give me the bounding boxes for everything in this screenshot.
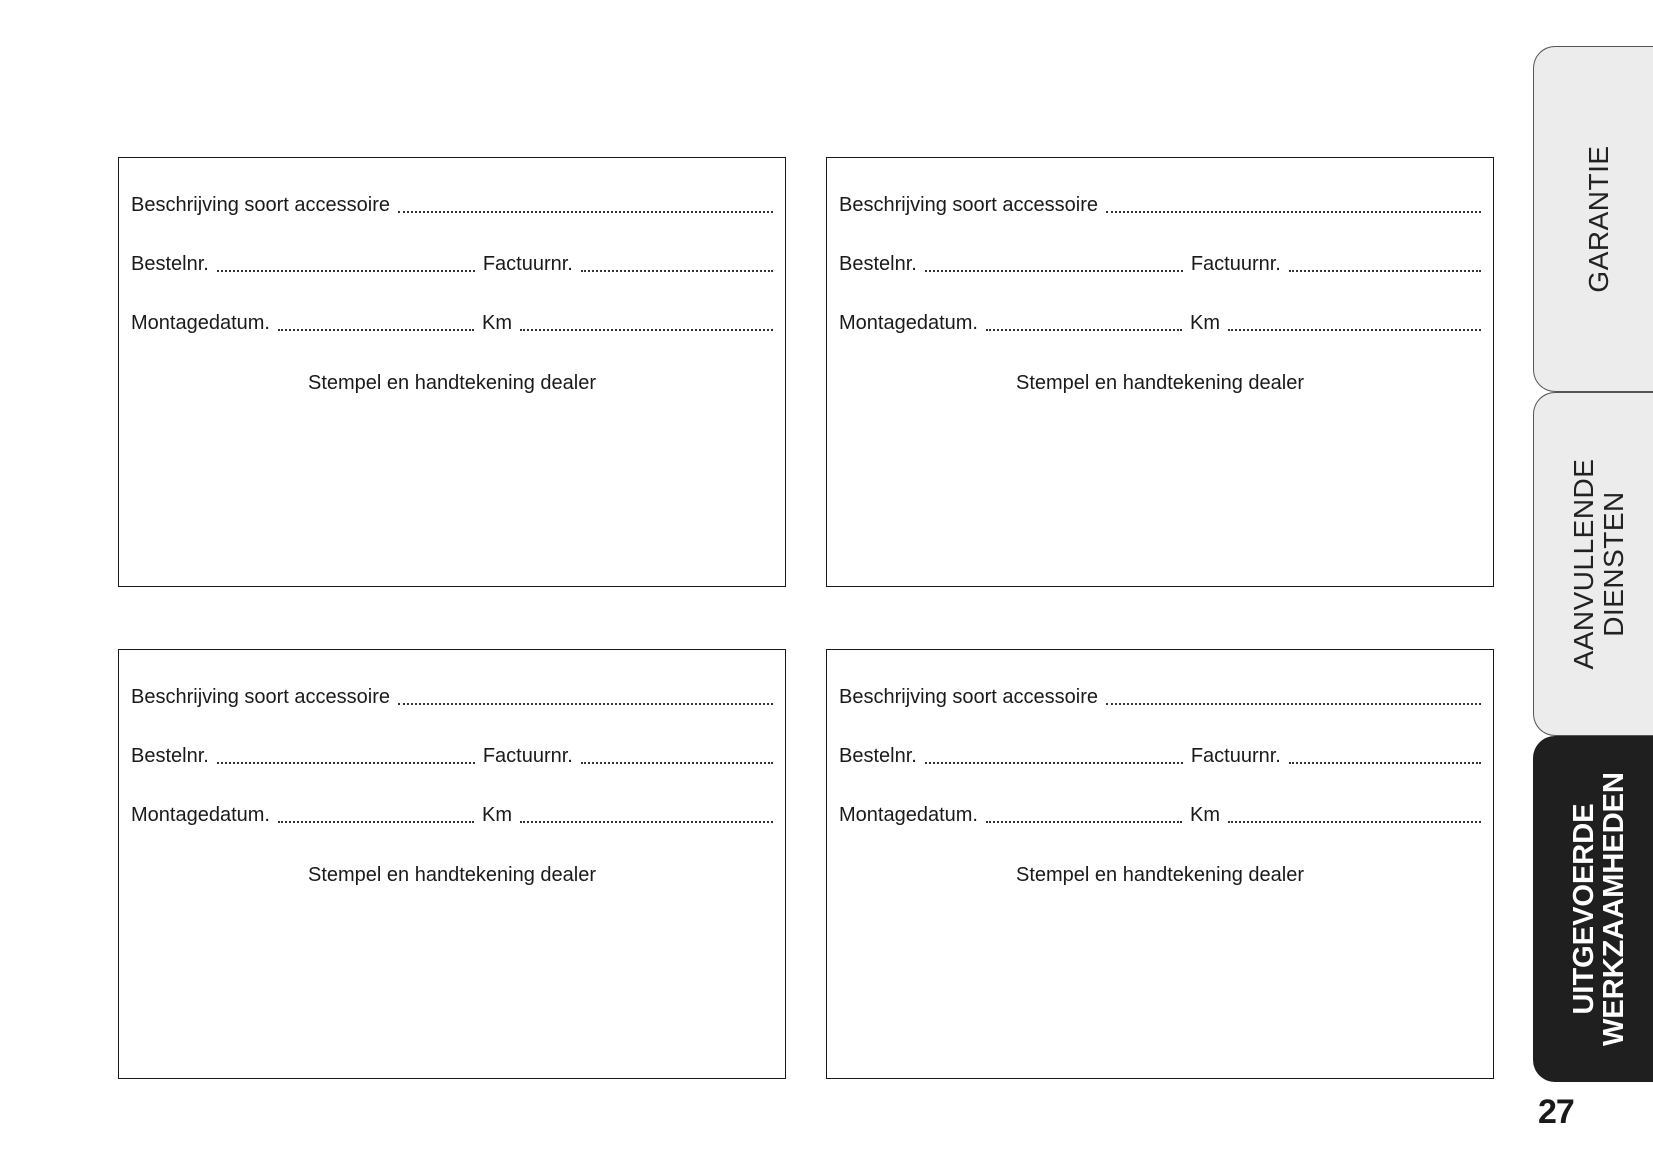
date-km-row <box>839 310 1481 336</box>
order-label: Bestelnr. <box>839 745 917 767</box>
date-field[interactable] <box>278 821 474 823</box>
date-field[interactable] <box>986 821 1182 823</box>
page-number: 27 <box>1538 1093 1574 1131</box>
km-label: Km <box>1189 312 1220 334</box>
tab-aanvullende-diensten-line2: DIENSTEN <box>1597 491 1629 637</box>
tab-garantie[interactable] <box>1533 46 1653 392</box>
km-field[interactable] <box>1228 329 1481 331</box>
tab-aanvullende-diensten[interactable] <box>1533 392 1653 736</box>
tab-aanvullende-diensten-line1: AANVULLENDE <box>1567 458 1599 670</box>
order-field[interactable] <box>217 270 475 272</box>
description-row <box>131 192 773 218</box>
order-invoice-row <box>131 251 773 277</box>
description-label: Beschrijving soort accessoire <box>131 686 390 708</box>
stamp-signature-label: Stempel en handtekening dealer <box>308 864 596 886</box>
km-label: Km <box>1189 804 1220 826</box>
order-label: Bestelnr. <box>839 253 917 275</box>
order-invoice-row <box>839 743 1481 769</box>
invoice-label: Factuurnr. <box>1190 745 1281 767</box>
km-label: Km <box>481 312 512 334</box>
date-field[interactable] <box>278 329 474 331</box>
tab-uitgevoerde-werkzaamheden-line2: WERKZAAMHEDEN <box>1597 772 1630 1046</box>
date-km-row <box>131 310 773 336</box>
stamp-signature-label: Stempel en handtekening dealer <box>1016 864 1304 886</box>
invoice-label: Factuurnr. <box>482 253 573 275</box>
description-field[interactable] <box>1106 703 1481 705</box>
order-field[interactable] <box>925 762 1183 764</box>
order-label: Bestelnr. <box>131 253 209 275</box>
description-label: Beschrijving soort accessoire <box>131 194 390 216</box>
km-field[interactable] <box>520 821 773 823</box>
invoice-field[interactable] <box>581 762 773 764</box>
stamp-signature-label: Stempel en handtekening dealer <box>1016 372 1304 394</box>
invoice-field[interactable] <box>1289 762 1481 764</box>
tab-uitgevoerde-werkzaamheden-line1: UITGEVOERDE <box>1567 803 1600 1015</box>
date-km-row <box>839 802 1481 828</box>
description-row <box>131 684 773 710</box>
description-field[interactable] <box>398 703 773 705</box>
km-label: Km <box>481 804 512 826</box>
invoice-field[interactable] <box>581 270 773 272</box>
tab-uitgevoerde-werkzaamheden[interactable] <box>1533 736 1653 1082</box>
km-field[interactable] <box>1228 821 1481 823</box>
invoice-label: Factuurnr. <box>1190 253 1281 275</box>
date-label: Montagedatum. <box>839 804 978 826</box>
accessory-card-2 <box>826 157 1494 587</box>
accessory-card-3 <box>118 649 786 1079</box>
order-label: Bestelnr. <box>131 745 209 767</box>
accessory-card-1 <box>118 157 786 587</box>
order-field[interactable] <box>925 270 1183 272</box>
km-field[interactable] <box>520 329 773 331</box>
order-field[interactable] <box>217 762 475 764</box>
invoice-field[interactable] <box>1289 270 1481 272</box>
tab-uitgevoerde-werkzaamheden-label <box>1569 772 1629 1046</box>
order-invoice-row <box>131 743 773 769</box>
date-field[interactable] <box>986 329 1182 331</box>
date-label: Montagedatum. <box>839 312 978 334</box>
tab-aanvullende-diensten-label <box>1569 459 1629 670</box>
description-field[interactable] <box>1106 211 1481 213</box>
accessory-card-4 <box>826 649 1494 1079</box>
description-row <box>839 192 1481 218</box>
invoice-label: Factuurnr. <box>482 745 573 767</box>
description-label: Beschrijving soort accessoire <box>839 686 1098 708</box>
date-km-row <box>131 802 773 828</box>
order-invoice-row <box>839 251 1481 277</box>
tab-garantie-label <box>1584 145 1614 292</box>
description-label: Beschrijving soort accessoire <box>839 194 1098 216</box>
description-field[interactable] <box>398 211 773 213</box>
stamp-signature-label: Stempel en handtekening dealer <box>308 372 596 394</box>
date-label: Montagedatum. <box>131 312 270 334</box>
tab-garantie-line1: GARANTIE <box>1582 145 1614 293</box>
description-row <box>839 684 1481 710</box>
date-label: Montagedatum. <box>131 804 270 826</box>
